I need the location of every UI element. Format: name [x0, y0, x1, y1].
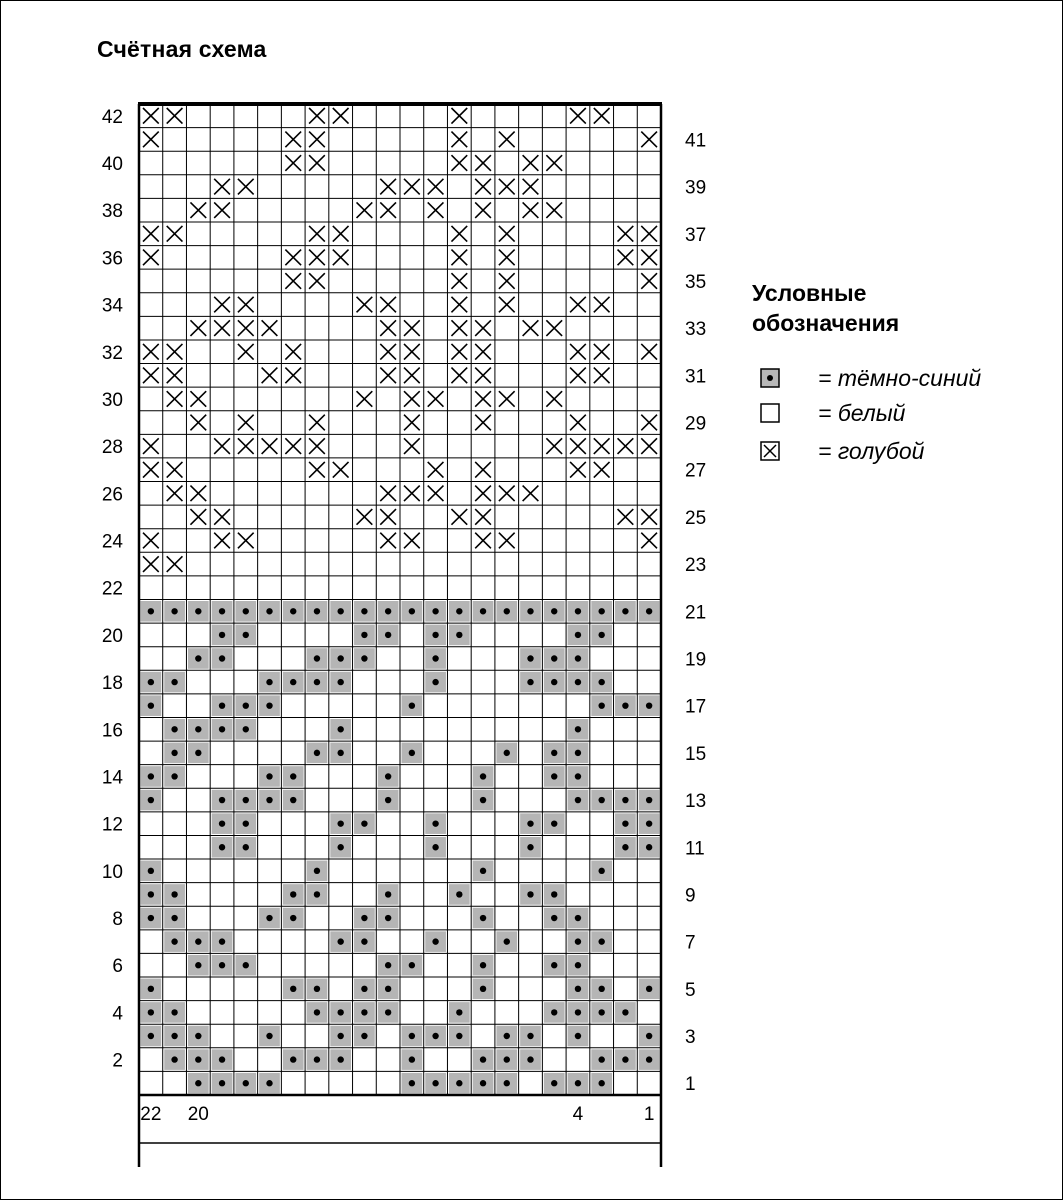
- row-number-left: 2: [112, 1050, 123, 1072]
- dark-cell-dot: [290, 608, 296, 614]
- legend-title-line2: обозначения: [752, 310, 900, 336]
- dark-cell-dot: [243, 608, 249, 614]
- dark-cell-dot: [195, 1080, 201, 1086]
- row-number-right: 3: [685, 1027, 696, 1049]
- dark-cell-dot: [148, 702, 154, 708]
- dark-cell-dot: [290, 891, 296, 897]
- dark-cell-dot: [337, 1033, 343, 1039]
- dark-cell-dot: [480, 962, 486, 968]
- row-number-left: 34: [101, 295, 123, 317]
- dark-cell-dot: [598, 1080, 604, 1086]
- row-number-right: 13: [685, 791, 707, 813]
- row-number-left: 36: [101, 248, 123, 270]
- dark-cell-dot: [551, 750, 557, 756]
- dark-cell-dot: [456, 1033, 462, 1039]
- dark-cell-dot: [337, 938, 343, 944]
- dark-cell-dot: [337, 679, 343, 685]
- dark-cell-dot: [456, 891, 462, 897]
- row-number-right: 27: [685, 460, 707, 482]
- dark-cell-dot: [432, 1080, 438, 1086]
- dark-cell-dot: [527, 1056, 533, 1062]
- dark-cell-dot: [432, 1033, 438, 1039]
- row-number-right: 31: [685, 366, 707, 388]
- dark-cell-dot: [219, 820, 225, 826]
- dark-cell-dot: [575, 679, 581, 685]
- row-number-left: 42: [101, 106, 123, 128]
- row-number-left: 4: [112, 1003, 123, 1025]
- dark-cell-dot: [219, 938, 225, 944]
- dark-cell-dot: [575, 1033, 581, 1039]
- row-number-right: 19: [685, 649, 707, 671]
- legend-title: [752, 278, 899, 338]
- row-number-right: 15: [685, 743, 707, 765]
- dark-cell-dot: [361, 915, 367, 921]
- dark-cell-dot: [598, 938, 604, 944]
- dark-cell-dot: [598, 1009, 604, 1015]
- dark-cell-dot: [480, 868, 486, 874]
- dark-cell-dot: [195, 962, 201, 968]
- dark-cell-dot: [219, 702, 225, 708]
- dark-cell-dot: [266, 679, 272, 685]
- dark-cell-dot: [504, 608, 510, 614]
- dark-cell-dot: [598, 1056, 604, 1062]
- row-number-left: 8: [112, 909, 123, 931]
- row-number-left: 32: [101, 342, 123, 364]
- dark-cell-dot: [385, 986, 391, 992]
- dark-cell-dot: [148, 868, 154, 874]
- dark-cell-dot: [527, 679, 533, 685]
- dark-cell-dot: [385, 632, 391, 638]
- dark-cell-dot: [409, 1080, 415, 1086]
- dark-cell-dot: [171, 726, 177, 732]
- dark-cell-dot: [646, 844, 652, 850]
- dark-cell-dot: [551, 655, 557, 661]
- dark-cell-dot: [646, 1033, 652, 1039]
- dark-cell-dot: [646, 1056, 652, 1062]
- column-number: 1: [643, 1104, 655, 1125]
- dark-cell-dot: [290, 915, 296, 921]
- dark-cell-dot: [575, 726, 581, 732]
- dark-cell-dot: [575, 1080, 581, 1086]
- dark-cell-dot: [266, 915, 272, 921]
- dark-cell-dot: [622, 797, 628, 803]
- legend-label-blue: = голубой: [818, 437, 925, 464]
- dark-cell-dot: [266, 608, 272, 614]
- row-number-left: 12: [101, 814, 123, 836]
- legend-item-dark: [760, 364, 981, 392]
- row-number-right: 21: [685, 602, 707, 624]
- dark-cell-dot: [480, 797, 486, 803]
- row-number-right: 35: [685, 271, 707, 293]
- dark-cell-dot: [337, 726, 343, 732]
- dark-cell-dot: [314, 1056, 320, 1062]
- row-number-left: 10: [101, 861, 123, 883]
- row-number-left: 30: [101, 389, 123, 411]
- dark-cell-dot: [171, 773, 177, 779]
- dark-cell-dot: [432, 679, 438, 685]
- dark-cell-dot: [432, 844, 438, 850]
- dark-cell-dot: [195, 726, 201, 732]
- row-number-right: 23: [685, 555, 707, 577]
- dark-cell-dot: [219, 726, 225, 732]
- cross-stitch-icon: [760, 441, 780, 461]
- dark-cell-dot: [456, 1080, 462, 1086]
- dark-cell-dot: [551, 962, 557, 968]
- dark-cell-dot: [480, 915, 486, 921]
- dark-cell-dot: [432, 608, 438, 614]
- white-stitch-icon: [760, 403, 780, 423]
- dark-cell-dot: [361, 986, 367, 992]
- dark-cell-dot: [385, 608, 391, 614]
- dark-cell-dot: [148, 608, 154, 614]
- dark-cell-dot: [266, 797, 272, 803]
- legend-label-white: = белый: [818, 399, 906, 426]
- dark-cell-dot: [622, 702, 628, 708]
- dark-cell-dot: [622, 1056, 628, 1062]
- dark-cell-dot: [622, 608, 628, 614]
- row-number-right: 17: [685, 696, 707, 718]
- dark-cell-dot: [148, 1009, 154, 1015]
- dark-cell-dot: [314, 679, 320, 685]
- dark-cell-dot: [361, 1033, 367, 1039]
- dark-cell-dot: [243, 632, 249, 638]
- dark-cell-dot: [195, 608, 201, 614]
- dark-cell-dot: [195, 655, 201, 661]
- dark-cell-dot: [480, 986, 486, 992]
- dark-cell-dot: [361, 632, 367, 638]
- dark-cell-dot: [314, 608, 320, 614]
- dark-cell-dot: [243, 726, 249, 732]
- dark-cell-dot: [409, 962, 415, 968]
- dark-cell-dot: [598, 632, 604, 638]
- row-number-right: 11: [685, 838, 705, 860]
- dark-cell-dot: [266, 702, 272, 708]
- dark-cell-dot: [195, 750, 201, 756]
- dark-cell-dot: [148, 891, 154, 897]
- dark-cell-dot: [266, 1033, 272, 1039]
- row-number-left: 14: [101, 767, 123, 789]
- dark-cell-dot: [432, 655, 438, 661]
- dark-cell-dot: [219, 632, 225, 638]
- row-number-left: 40: [101, 153, 123, 175]
- chart-title: Счётная схема: [97, 36, 267, 62]
- dark-cell-dot: [598, 679, 604, 685]
- dark-cell-dot: [361, 938, 367, 944]
- dark-cell-dot: [314, 986, 320, 992]
- dark-cell-dot: [148, 797, 154, 803]
- dark-cell-dot: [575, 750, 581, 756]
- dark-cell-dot: [243, 797, 249, 803]
- dark-cell-dot: [551, 608, 557, 614]
- dark-cell-dot: [171, 1056, 177, 1062]
- row-number-right: 9: [685, 885, 696, 907]
- dark-cell-dot: [314, 868, 320, 874]
- dark-cell-dot: [598, 702, 604, 708]
- dark-cell-dot: [504, 1080, 510, 1086]
- dark-cell-dot: [361, 655, 367, 661]
- dark-cell-dot: [171, 679, 177, 685]
- dark-cell-dot: [266, 1080, 272, 1086]
- dark-cell-dot: [243, 1080, 249, 1086]
- dark-cell-dot: [575, 797, 581, 803]
- dark-cell-dot: [148, 679, 154, 685]
- row-number-right: 33: [685, 319, 707, 341]
- dark-cell-dot: [504, 1056, 510, 1062]
- dark-cell-dot: [409, 750, 415, 756]
- row-number-left: 22: [101, 578, 123, 600]
- dark-cell-dot: [148, 915, 154, 921]
- dark-cell-dot: [219, 655, 225, 661]
- dark-cell-dot: [290, 679, 296, 685]
- row-number-left: 16: [101, 720, 123, 742]
- dark-cell-dot: [575, 608, 581, 614]
- dark-cell-dot: [148, 986, 154, 992]
- dark-cell-dot: [646, 797, 652, 803]
- dark-cell-dot: [504, 750, 510, 756]
- legend-title-line1: Условные: [752, 280, 867, 306]
- dark-cell-dot: [480, 1056, 486, 1062]
- dark-cell-dot: [527, 655, 533, 661]
- dark-cell-dot: [480, 773, 486, 779]
- dark-cell-dot: [575, 915, 581, 921]
- dark-cell-dot: [456, 608, 462, 614]
- row-number-left: 24: [101, 531, 123, 553]
- dark-cell-dot: [148, 1033, 154, 1039]
- row-number-left: 18: [101, 673, 123, 695]
- dark-cell-dot: [290, 773, 296, 779]
- dark-cell-dot: [575, 938, 581, 944]
- dark-cell-dot: [551, 1009, 557, 1015]
- dark-cell-dot: [575, 773, 581, 779]
- dark-cell-dot: [551, 891, 557, 897]
- dark-cell-dot: [337, 1056, 343, 1062]
- dark-cell-dot: [575, 986, 581, 992]
- dark-cell-dot: [219, 1080, 225, 1086]
- dark-cell-dot: [409, 1056, 415, 1062]
- row-number-right: 7: [685, 932, 696, 954]
- dark-cell-dot: [243, 820, 249, 826]
- dark-cell-dot: [195, 1033, 201, 1039]
- dark-cell-dot: [598, 868, 604, 874]
- dark-cell-dot: [314, 1009, 320, 1015]
- dark-cell-dot: [290, 1056, 296, 1062]
- dark-cell-dot: [385, 891, 391, 897]
- dark-cell-dot: [456, 1009, 462, 1015]
- dark-cell-dot: [171, 608, 177, 614]
- dark-cell-dot: [337, 608, 343, 614]
- dark-cell-dot: [361, 1009, 367, 1015]
- dark-cell-dot: [337, 820, 343, 826]
- dark-cell-dot: [551, 1080, 557, 1086]
- dark-cell-dot: [171, 915, 177, 921]
- dark-cell-dot: [527, 820, 533, 826]
- dark-cell-dot: [598, 986, 604, 992]
- dark-cell-dot: [171, 891, 177, 897]
- row-number-right: 29: [685, 413, 707, 435]
- dark-cell-dot: [527, 891, 533, 897]
- dark-cell-dot: [527, 608, 533, 614]
- dark-cell-dot: [171, 1033, 177, 1039]
- dark-cell-dot: [385, 962, 391, 968]
- dark-cell-dot: [504, 938, 510, 944]
- dark-cell-dot: [598, 797, 604, 803]
- dark-cell-dot: [646, 702, 652, 708]
- column-number: 22: [140, 1104, 162, 1125]
- dark-cell-dot: [527, 1033, 533, 1039]
- dark-cell-dot: [409, 1033, 415, 1039]
- dark-cell-dot: [314, 750, 320, 756]
- dark-cell-dot: [266, 773, 272, 779]
- dark-cell-dot: [409, 702, 415, 708]
- dark-cell-dot: [622, 844, 628, 850]
- column-number: 20: [187, 1104, 209, 1125]
- dark-cell-dot: [148, 773, 154, 779]
- dark-cell-dot: [314, 891, 320, 897]
- dark-cell-dot: [480, 1080, 486, 1086]
- dark-cell-dot: [575, 1009, 581, 1015]
- dark-cell-dot: [195, 938, 201, 944]
- dark-cell-dot: [243, 962, 249, 968]
- dark-cell-dot: [219, 608, 225, 614]
- row-number-right: 41: [685, 130, 707, 152]
- row-number-right: 5: [685, 979, 696, 1001]
- dark-cell-dot: [337, 1009, 343, 1015]
- row-number-right: 39: [685, 177, 707, 199]
- dark-cell-dot: [361, 608, 367, 614]
- dark-cell-dot: [622, 1009, 628, 1015]
- dark-cell-dot: [385, 915, 391, 921]
- dark-cell-dot: [361, 820, 367, 826]
- dark-cell-dot: [243, 702, 249, 708]
- dark-cell-dot: [575, 962, 581, 968]
- dark-cell-dot: [385, 1009, 391, 1015]
- dark-cell-dot: [337, 750, 343, 756]
- dark-cell-dot: [290, 986, 296, 992]
- dark-cell-dot: [432, 820, 438, 826]
- row-number-right: 37: [685, 224, 707, 246]
- row-number-right: 1: [685, 1074, 696, 1096]
- dark-cell-dot: [337, 655, 343, 661]
- dark-cell-dot: [219, 844, 225, 850]
- dark-cell-dot: [456, 632, 462, 638]
- dark-cell-dot: [219, 962, 225, 968]
- row-number-left: 20: [101, 625, 123, 647]
- dark-cell-dot: [551, 679, 557, 685]
- column-number: 4: [572, 1104, 584, 1125]
- dark-cell-dot: [480, 608, 486, 614]
- dark-cell-dot: [219, 1056, 225, 1062]
- dark-cell-dot: [171, 750, 177, 756]
- dark-cell-dot: [171, 1009, 177, 1015]
- legend-item-white: [760, 399, 905, 427]
- dark-cell-dot: [646, 820, 652, 826]
- dark-cell-dot: [195, 1056, 201, 1062]
- dark-cell-dot: [575, 655, 581, 661]
- dark-cell-dot: [575, 632, 581, 638]
- dark-cell-dot: [432, 632, 438, 638]
- dark-cell-dot: [243, 844, 249, 850]
- dark-cell-dot: [219, 797, 225, 803]
- dark-cell-dot: [551, 820, 557, 826]
- legend-item-blue: [760, 437, 924, 465]
- dark-cell-dot: [551, 915, 557, 921]
- row-number-right: 25: [685, 507, 707, 529]
- dark-cell-dot: [337, 844, 343, 850]
- dark-cell-dot: [551, 773, 557, 779]
- dark-cell-dot: [646, 986, 652, 992]
- dark-cell-dot: [432, 938, 438, 944]
- dark-cell-dot: [409, 608, 415, 614]
- dark-cell-dot: [385, 797, 391, 803]
- dark-cell-dot: [527, 844, 533, 850]
- dark-stitch-icon: [760, 368, 780, 388]
- dark-cell-dot: [314, 655, 320, 661]
- dark-cell-dot: [385, 773, 391, 779]
- row-number-left: 26: [101, 484, 123, 506]
- row-number-left: 38: [101, 201, 123, 223]
- dark-cell-dot: [290, 797, 296, 803]
- legend-label-dark: = тёмно-синий: [818, 364, 982, 391]
- dark-cell-dot: [598, 608, 604, 614]
- dark-cell-dot: [646, 608, 652, 614]
- row-number-left: 6: [112, 956, 123, 978]
- dark-cell-dot: [171, 938, 177, 944]
- dark-cell-dot: [622, 820, 628, 826]
- row-number-left: 28: [101, 437, 123, 459]
- dark-cell-dot: [504, 1033, 510, 1039]
